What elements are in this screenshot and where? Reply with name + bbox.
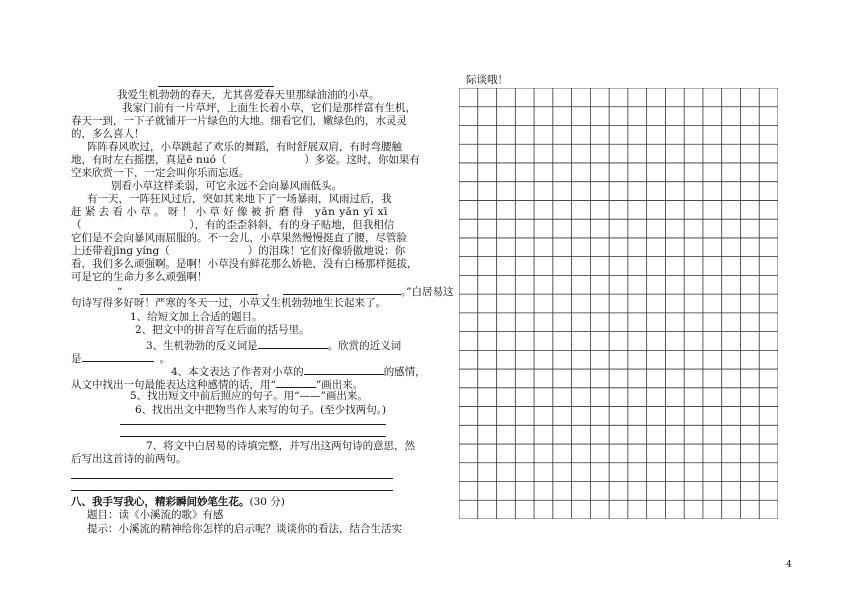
comma: ， xyxy=(266,286,277,298)
passage-text: ）多姿。这时，你如果有 xyxy=(304,154,420,166)
answer-line[interactable] xyxy=(71,490,393,491)
passage-text: ）的泪珠！它们好像骄傲地说：你 xyxy=(247,245,406,257)
antonym-blank[interactable] xyxy=(258,338,328,349)
pinyin-enuo: ē nuó（ xyxy=(186,154,227,166)
passage-line: 春天一到，一下子就铺开一片绿色的大地。细看它们，嫩绿色的，水灵灵 xyxy=(71,115,407,127)
question-2: 2、把文中的拼音写在后面的括号里。 xyxy=(135,324,310,336)
passage-line: 可是它的生命力多么顽强啊！ xyxy=(71,271,208,283)
answer-line[interactable] xyxy=(71,478,393,479)
wavy-line-sample xyxy=(276,377,316,388)
passage-line: 它们是不会向暴风雨屈服的。不一会儿，小草果然慢慢挺直了腰，尽管脸 xyxy=(71,232,407,244)
question-text: 3、生机勃勃的反义词是 xyxy=(146,340,258,352)
question-text: 从文中找出一句最能表达这种感情的话，用“ xyxy=(71,379,276,391)
passage-line: 空来欣赏一下，一定会叫你乐而忘返。 xyxy=(71,167,250,179)
synonym-blank[interactable] xyxy=(82,351,154,362)
question-text: 是 xyxy=(71,353,82,365)
passage-line xyxy=(71,219,394,232)
hint-continuation: 际谈哦！ xyxy=(466,74,508,86)
page-number: 4 xyxy=(786,560,792,570)
essay-topic: 题目：读《小溪流的歌》有感 xyxy=(87,509,224,521)
poem-blank-1[interactable] xyxy=(140,284,258,295)
section-8-heading xyxy=(71,496,285,509)
passage-line: 有一天，一阵狂风过后，突如其来地下了一场暴雨，风雨过后，我 xyxy=(87,193,392,205)
passage-line: 句诗写得多好呀！严寒的冬天一过，小草又生机勃勃地生长起来了。 xyxy=(71,297,386,309)
question-text: 4、本文表达了作者对小草的 xyxy=(171,366,304,378)
question-3-cont xyxy=(71,351,170,366)
question-text: 。欣赏的近义词 xyxy=(327,340,402,352)
question-5: 5、找出短文中前后照应的句子。用“——”画出来。 xyxy=(130,390,368,402)
bracket-open: （ xyxy=(71,219,82,231)
poem-blank-2[interactable] xyxy=(283,284,401,295)
question-7: 7、将文中白居易的诗填完整，并写出这两句诗的意思，然 xyxy=(146,440,416,452)
passage-line xyxy=(71,245,405,258)
title-blank-line[interactable] xyxy=(158,86,274,87)
passage-line: 别看小草这样柔弱，可它永远不会向暴风雨低头。 xyxy=(111,180,342,192)
passage-line: 看，我们多么顽强啊。是啊！小草没有鲜花那么娇艳，没有白杨那样挺拔， xyxy=(71,258,418,270)
passage-text: 赶 紧 去 看 小 草 。 呀 ！ 小 草 好 像 被 折 磨 得 xyxy=(71,206,303,218)
question-text: 。 xyxy=(159,353,170,365)
writing-grid[interactable] xyxy=(459,88,778,519)
question-text: ”画出来。 xyxy=(315,379,364,391)
essay-hint: 提示：小溪流的精神给你怎样的启示呢？谈谈你的看法，结合生活实 xyxy=(87,523,402,535)
passage-text: ），有的歪歪斜斜，有的身子贴地，但我相信 xyxy=(189,219,395,231)
passage-line: 阵阵春风吹过，小草跳起了欢乐的舞蹈，有时舒展双肩，有时弯腰触 xyxy=(87,141,402,153)
question-text: 的感情， xyxy=(383,366,426,378)
passage-text: 地，有时左右摇摆，真是 xyxy=(71,154,187,166)
passage-text: 。”白居易这 xyxy=(400,286,454,298)
pinyin-jingying: jīng yíng（ xyxy=(113,245,170,257)
passage-line: 的，多么喜人！ xyxy=(71,128,145,140)
answer-line[interactable] xyxy=(120,436,386,437)
question-7-cont: 后写出这首诗的前两句。 xyxy=(71,453,187,465)
answer-line[interactable] xyxy=(120,424,386,425)
question-6: 6、找出出文中把物当作人来写的句子。(至少找两句。) xyxy=(135,404,387,416)
passage-line xyxy=(71,206,388,219)
question-1: 1、给短文加上合适的题目。 xyxy=(130,311,263,323)
quote-open: “ xyxy=(117,286,123,298)
passage-line: 我家门前有一片草坪，上面生长着小草，它们是那样富有生机， xyxy=(122,102,416,114)
section-heading-text: 八、我手写我心，精彩瞬间妙笔生花。 xyxy=(71,496,250,508)
passage-text: 上还带着 xyxy=(71,245,113,257)
section-score: (30 分) xyxy=(249,496,285,508)
question-3 xyxy=(146,338,401,353)
passage-line: 我爱生机勃勃的春天，尤其喜爱春天里那绿油油的小草。 xyxy=(117,89,380,101)
feeling-blank[interactable] xyxy=(304,364,384,375)
passage-line xyxy=(71,154,420,167)
pinyin-yanyanyixi: yān yān yī xī xyxy=(314,206,388,218)
